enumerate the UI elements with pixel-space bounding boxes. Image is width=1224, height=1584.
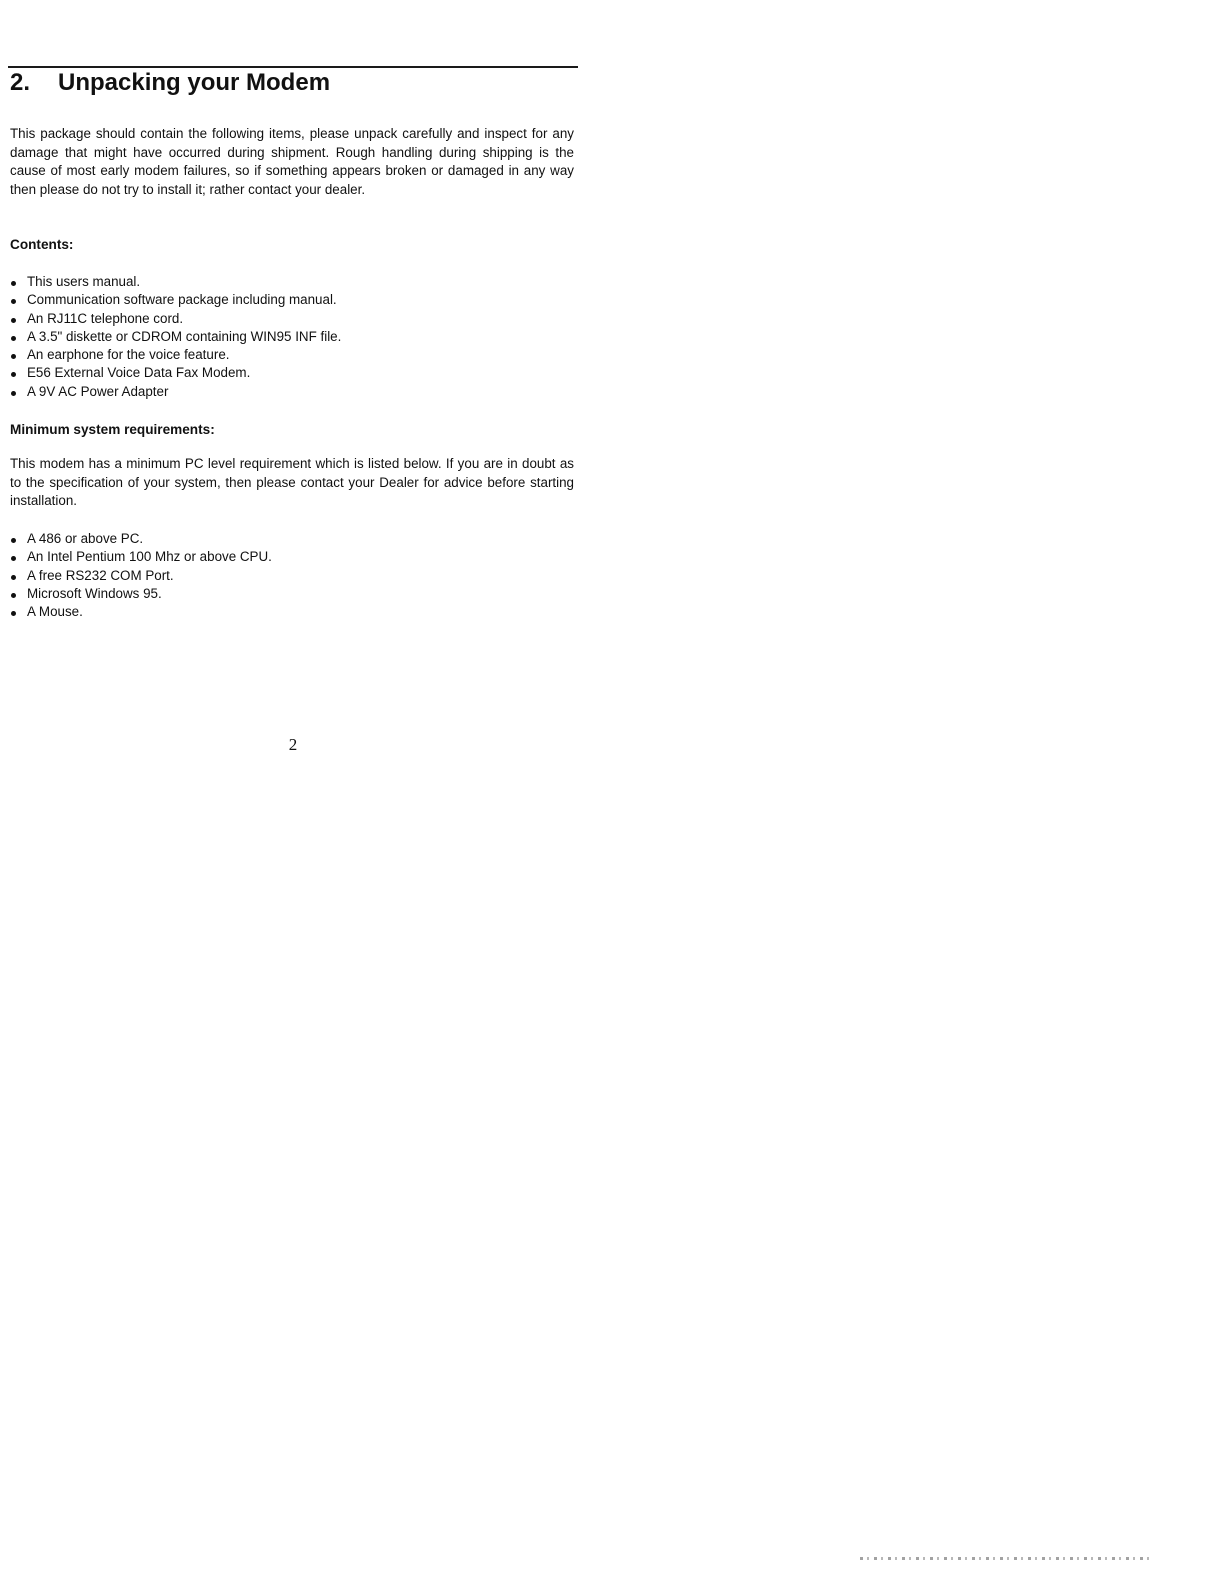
intro-paragraph: This package should contain the following items, please unpack carefully and inspect for any damage that might have occurred during shipment. Rough handling during shipping is the cause of most early modem failures, so if something appears broken or damaged in any way then please do not try to install it; rather contact your dealer.: [10, 126, 574, 197]
requirements-list: [10, 530, 576, 621]
bullet-icon: [11, 391, 16, 396]
requirements-paragraph: This modem has a minimum PC level requirement which is listed below. If you are in doubt as to the specification of your system, then please contact your Dealer for advice before starting installation.: [10, 456, 574, 509]
bullet-icon: [11, 556, 16, 561]
bullet-icon: [11, 593, 16, 598]
list-item-text: An RJ11C telephone cord.: [27, 310, 184, 326]
list-item: [10, 567, 576, 585]
list-item: [10, 291, 576, 309]
bullet-icon: [11, 318, 16, 323]
list-item-text: A free RS232 COM Port.: [27, 567, 174, 583]
list-item-text: A Mouse.: [27, 604, 83, 620]
list-item: [10, 328, 576, 346]
bullet-icon: [11, 611, 16, 616]
list-item: [10, 585, 576, 603]
list-item-text: This users manual.: [27, 274, 141, 289]
bullet-icon: [11, 354, 16, 359]
list-item-text: Microsoft Windows 95.: [27, 585, 162, 601]
list-item: [10, 346, 576, 364]
bullet-icon: [11, 372, 16, 377]
list-item-text: An earphone for the voice feature.: [27, 347, 230, 363]
bullet-icon: [11, 336, 16, 341]
list-item-text: A 486 or above PC.: [27, 531, 144, 546]
contents-list: [10, 273, 576, 401]
list-item: [10, 548, 576, 566]
list-item-text: An Intel Pentium 100 Mhz or above CPU.: [27, 549, 272, 565]
scan-artifact: [860, 1557, 1150, 1560]
section-heading: [10, 68, 330, 98]
page-number: 2: [288, 735, 298, 754]
requirements-heading: Minimum system requirements:: [10, 422, 215, 437]
bullet-icon: [11, 538, 16, 543]
list-item: [10, 273, 576, 291]
list-item-text: A 3.5" diskette or CDROM containing WIN95 INF file.: [27, 328, 342, 344]
contents-heading: Contents:: [10, 237, 74, 252]
section-title: Unpacking your Modem: [58, 69, 331, 96]
list-item-text: E56 External Voice Data Fax Modem.: [27, 365, 251, 381]
bullet-icon: [11, 299, 16, 304]
list-item: [10, 383, 576, 401]
list-item-text: Communication software package including manual.: [27, 292, 337, 308]
list-item: [10, 603, 576, 621]
section-number: 2.: [10, 69, 31, 96]
bullet-icon: [11, 281, 16, 286]
list-item-text: A 9V AC Power Adapter: [27, 383, 169, 399]
list-item: [10, 530, 576, 548]
list-item: [10, 364, 576, 382]
bullet-icon: [11, 575, 16, 580]
list-item: [10, 310, 576, 328]
